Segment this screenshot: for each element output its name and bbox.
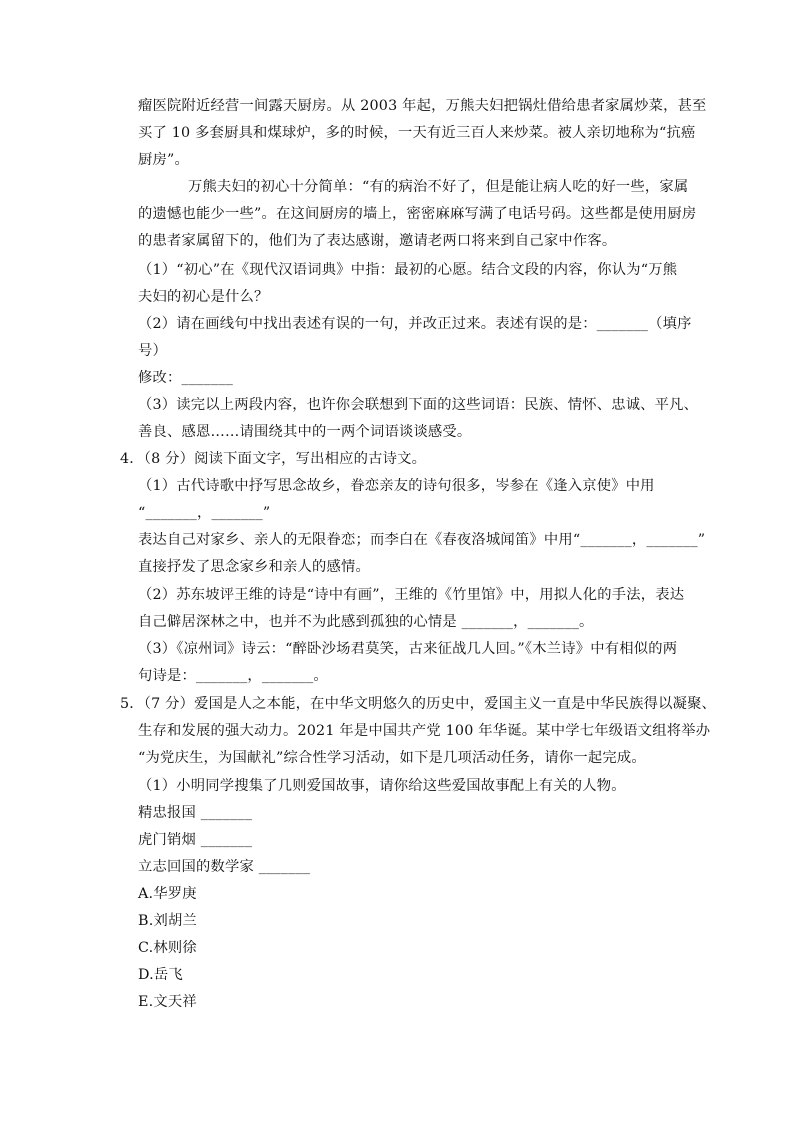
text-line: 表达自己对家乡、亲人的无限眷恋；而李白在《春夜洛城闻笛》中用“_______，_______” [138,532,706,548]
question-4-3: （3）《凉州词》诗云：“醉卧沙场君莫笑，古来征战几人回。”《木兰诗》中有相似的两 [138,641,678,657]
question-5-title: 5．（7 分）爱国是人之本能，在中华文明悠久的历史中，爱国主义一直是中华民族得以凝聚、 [120,696,717,712]
blank-line: “_______，_______” [138,505,271,521]
text-line: 万熊夫妇的初心十分简单：“有的病治不好了，但是能让病人吃的好一些，家属 [188,179,689,195]
question-3-2: （2）请在画线句中找出表述有误的一句，并改正过来。表述有误的是：_______（填序 [138,316,692,332]
text-line: 的遗憾也能少一些”。在这间厨房的墙上，密密麻麻写满了电话号码。这些都是使用厨房 [138,206,697,222]
text-line: “为党庆生，为国献礼”综合性学习活动，如下是几项活动任务，请你一起完成。 [138,750,646,766]
question-3-3: （3）读完以上两段内容，也许你会联想到下面的这些词语：民族、情怀、忠诚、平凡、 [138,397,699,413]
blank-line: 虎门销烟 _______ [138,832,253,848]
revise-line: 修改：_______ [138,370,233,386]
text-line: 夫妇的初心是什么？ [138,289,269,305]
option-e: E.文天祥 [138,994,197,1010]
text-line: 生存和发展的强大动力。2021 年是中国共产党 100 年华诞。某中学七年级语文组将举办 [138,723,711,739]
option-a: A.华罗庚 [138,886,197,902]
option-c: C.林则徐 [138,940,197,956]
question-3-1: （1）“初心”在《现代汉语词典》中指：最初的心愿。结合文段的内容，你认为“万熊 [138,262,678,278]
option-d: D.岳飞 [138,967,183,983]
blank-line: 精忠报国 _______ [138,805,253,821]
text-line: 善良、感恩……请围绕其中的一两个词语谈谈感受。 [138,424,472,440]
question-4-2: （2）苏东坡评王维的诗是“诗中有画”，王维的《竹里馆》中，用拟人化的手法，表达 [138,587,685,603]
text-line: 买了 10 多套厨具和煤球炉，多的时候，一天有近三百人来炒菜。被人亲切地称为“抗癌 [138,125,696,141]
text-line: 号） [138,343,167,359]
question-4-title: 4．（8 分）阅读下面文字，写出相应的古诗文。 [120,451,427,467]
text-line: 句诗是：_______，_______。 [138,668,328,684]
option-b: B.刘胡兰 [138,913,197,929]
text-line: 直接抒发了思念家乡和亲人的感情。 [138,559,370,575]
text-line: 厨房”。 [138,152,189,168]
text-line: 瘤医院附近经营一间露天厨房。从 2003 年起，万熊夫妇把锅灶借给患者家属炒菜，甚至 [138,98,707,114]
question-4-1: （1）古代诗歌中抒写思念故乡，眷恋亲友的诗句很多，岑参在《逢入京使》中用 [138,478,655,494]
text-line: 自己僻居深林之中，也并不为此感到孤独的心情是 _______，_______。 [138,614,594,630]
text-line: 的患者家属留下的，他们为了表达感谢，邀请老两口将来到自己家中作客。 [138,233,617,249]
question-5-1: （1）小明同学搜集了几则爱国故事，请你给这些爱国故事配上有关的人物。 [138,778,626,794]
blank-line: 立志回国的数学家 _______ [138,859,311,875]
